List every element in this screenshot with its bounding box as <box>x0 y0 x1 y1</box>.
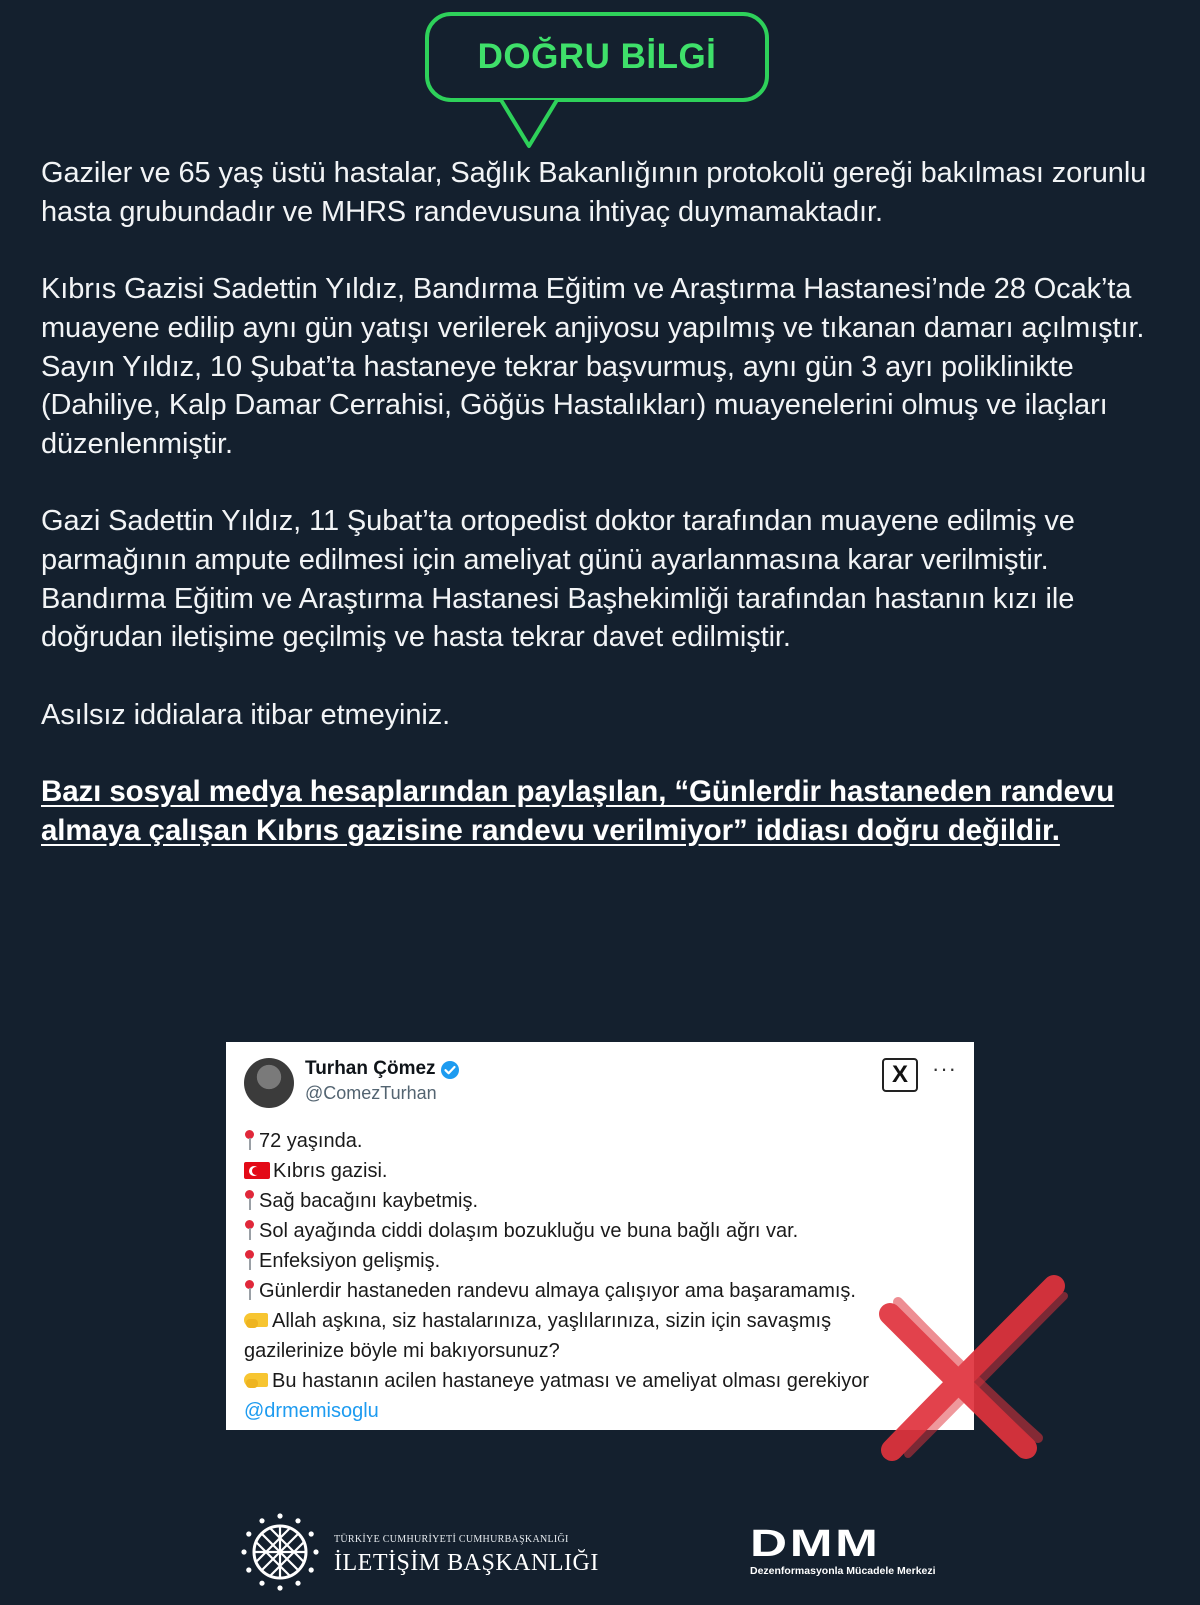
dogru-bilgi-badge <box>425 12 775 144</box>
tweet-line <box>244 1216 964 1246</box>
round-pushpin-icon <box>244 1190 254 1210</box>
tweet-line <box>244 1156 964 1186</box>
x-logo-icon <box>882 1058 918 1092</box>
dmm-logo <box>750 1523 980 1586</box>
tweet-line <box>244 1366 964 1396</box>
tweet-author-name: Turhan Çömez <box>305 1058 436 1079</box>
turkey-flag-icon <box>244 1162 270 1179</box>
tweet-author-handle: @ComezTurhan <box>305 1083 437 1103</box>
tweet-mention: @drmemisoglu <box>244 1400 379 1422</box>
false-claim-x-icon <box>878 1272 1068 1462</box>
more-options-icon: ··· <box>932 1056 957 1081</box>
tweet-line-text: 72 yaşında. <box>259 1130 363 1152</box>
tweet-line <box>244 1126 964 1156</box>
tweet-line-text: Kıbrıs gazisi. <box>273 1160 388 1182</box>
tweet-line-text: Enfeksiyon gelişmiş. <box>259 1250 441 1272</box>
tweet-line-text: gazilerinize böyle mi bakıyorsunuz? <box>244 1340 560 1362</box>
round-pushpin-icon <box>244 1220 254 1240</box>
tweet-line-text: Allah aşkına, siz hastalarınıza, yaşlılarınıza, sizin için savaşmış <box>272 1310 832 1332</box>
dmm-subtitle: Dezenformasyonla Mücadele Merkezi <box>750 1565 936 1577</box>
round-pushpin-icon <box>244 1130 254 1150</box>
avatar <box>244 1058 294 1108</box>
badge-label: DOĞRU BİLGİ <box>425 12 769 102</box>
pointing-hand-icon <box>244 1373 268 1387</box>
tweet-line-text: Sağ bacağını kaybetmiş. <box>259 1190 479 1212</box>
tweet-screenshot <box>226 1042 974 1430</box>
verified-badge-icon <box>440 1060 460 1080</box>
presidency-emblem-icon <box>240 1512 320 1592</box>
paragraph-3: Gazi Sadettin Yıldız, 11 Şubat’ta ortopedist doktor tarafından muayene edilmiş ve parmağının ampute edilmesi için ameliyat günü ayarlanmasına karar verilmiştir. Bandırma Eğitim ve Araştırma Hastanesi Başhekimliği tarafından hastanın kızı ile doğrudan iletişime geçilmiş ve hasta tekrar davet edilmiştir. <box>41 505 1075 654</box>
paragraph-2: Kıbrıs Gazisi Sadettin Yıldız, Bandırma Eğitim ve Araştırma Hastanesi’nde 28 Ocak’ta muayene edilip aynı gün yatışı verilerek anjiyosu yapılmış ve tıkanan damarı açılmıştır. Sayın Yıldız, 10 Şubat’ta hastaneye tekrar başvurmuş, aynı gün 3 ayrı poliklinikte (Dahiliye, Kalp Damar Cerrahisi, Göğüs Hastalıkları) muayenelerini olmuş ve ilaçları düzenlenmiştir. <box>41 273 1145 460</box>
article-body <box>41 154 1171 889</box>
iletisim-baskanligi-logo <box>240 1512 620 1594</box>
round-pushpin-icon <box>244 1280 254 1300</box>
tweet-text <box>244 1126 964 1426</box>
paragraph-1: Gaziler ve 65 yaş üstü hastalar, Sağlık Bakanlığının protokolü gereği bakılması zorunlu hasta grubundadır ve MHRS randevusuna ihtiyaç duymamaktadır. <box>41 157 1147 228</box>
claim-statement: Bazı sosyal medya hesaplarından paylaşılan, “Günlerdir hastaneden randevu almaya çalışan Kıbrıs gazisine randevu verilmiyor” iddiası doğru değildir. <box>41 775 1115 847</box>
tweet-line <box>244 1186 964 1216</box>
tweet-line <box>244 1246 964 1276</box>
tweet-line <box>244 1276 964 1306</box>
tweet-line <box>244 1306 964 1336</box>
dmm-logo-text: DMM <box>750 1523 881 1565</box>
tweet-line-text: Sol ayağında ciddi dolaşım bozukluğu ve buna bağlı ağrı var. <box>259 1220 799 1242</box>
tweet-line-text: Bu hastanın acilen hastaneye yatması ve ameliyat olması gerekiyor <box>272 1370 869 1392</box>
institution-parent-name: TÜRKİYE CUMHURİYETİ CUMHURBAŞKANLIĞI <box>334 1534 569 1545</box>
paragraph-4: Asılsız iddialara itibar etmeyiniz. <box>41 698 451 731</box>
x-logo-label: X <box>891 1061 908 1088</box>
round-pushpin-icon <box>244 1250 254 1270</box>
institution-name: İLETİŞİM BAŞKANLIĞI <box>334 1550 599 1576</box>
tweet-line-text: Günlerdir hastaneden randevu almaya çalışıyor ama başaramamış. <box>259 1280 856 1302</box>
speech-bubble-tail-icon <box>499 98 559 150</box>
pointing-hand-icon <box>244 1313 268 1327</box>
tweet-line <box>244 1336 964 1366</box>
